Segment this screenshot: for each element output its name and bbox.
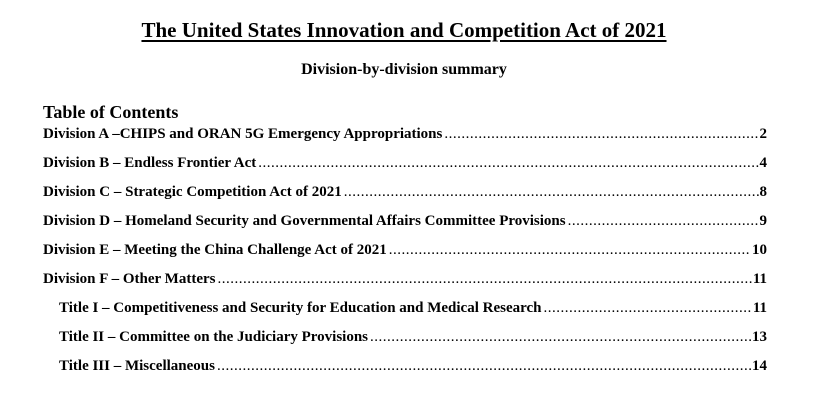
toc-dot-leader	[344, 180, 759, 204]
toc-page-number: 2	[759, 126, 767, 142]
toc-entry-label: Division C – Strategic Competition Act of 2021	[43, 184, 342, 200]
toc-entry-title-iii[interactable]	[59, 354, 767, 378]
toc-page-number: 10	[752, 242, 767, 258]
toc-dot-leader	[568, 209, 759, 233]
toc-entry-label: Division B – Endless Frontier Act	[43, 155, 257, 171]
toc-page-number: 11	[752, 271, 767, 287]
toc-entry-label: Title I – Competitiveness and Security for Education and Medical Research	[59, 300, 542, 316]
toc-entry-label: Division D – Homeland Security and Governmental Affairs Committee Provisions	[43, 213, 566, 229]
toc-page-number: 9	[759, 213, 767, 229]
toc-dot-leader	[258, 151, 758, 175]
toc-dot-leader	[217, 354, 751, 378]
document-subtitle: Division-by-division summary	[301, 61, 507, 78]
toc-page-number: 14	[752, 358, 767, 374]
toc-entry-label: Division A –CHIPS and ORAN 5G Emergency Appropriations	[43, 126, 443, 142]
toc-entry-division-f[interactable]	[43, 267, 767, 291]
toc-entry-label: Title III – Miscellaneous	[59, 358, 215, 374]
toc-page-number: 11	[752, 300, 767, 316]
toc-entry-division-e[interactable]	[43, 238, 767, 262]
toc-entry-label: Title II – Committee on the Judiciary Provisions	[59, 329, 369, 345]
toc-dot-leader	[389, 238, 751, 262]
toc-page-number: 8	[759, 184, 767, 200]
toc-entry-title-ii[interactable]	[59, 325, 767, 349]
toc-page-number: 4	[759, 155, 767, 171]
toc-entry-title-i[interactable]	[59, 296, 767, 320]
toc-entry-division-a[interactable]	[43, 122, 767, 146]
toc-heading: Table of Contents	[43, 102, 179, 122]
toc-dot-leader	[217, 267, 751, 291]
toc-dot-leader	[444, 122, 758, 146]
toc-entry-division-c[interactable]	[43, 180, 767, 204]
toc-page-number: 13	[752, 329, 767, 345]
toc-dot-leader	[544, 296, 752, 320]
toc-entry-label: Division F – Other Matters	[43, 271, 216, 287]
toc-dot-leader	[370, 325, 751, 349]
toc-entry-division-d[interactable]	[43, 209, 767, 233]
toc-entry-division-b[interactable]	[43, 151, 767, 175]
toc-entry-label: Division E – Meeting the China Challenge Act of 2021	[43, 242, 387, 258]
document-title: The United States Innovation and Competition Act of 2021	[141, 18, 667, 42]
